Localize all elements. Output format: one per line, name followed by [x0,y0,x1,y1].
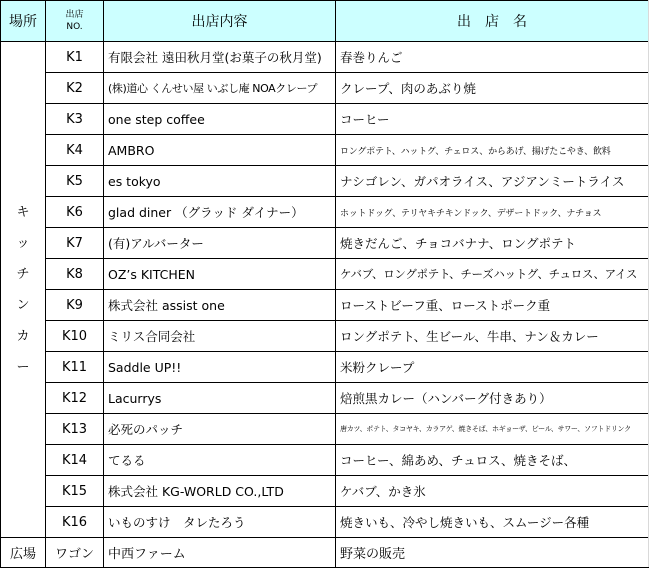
row-name: ロングポテト、ハットグ、チェロス、からあげ、揚げたこやき、飲料 [336,135,649,166]
row-company: 有限会社 遠田秋月堂(お菓子の秋月堂) [104,42,336,73]
row-company: es tokyo [104,166,336,197]
row-no: K8 [46,259,104,290]
row-name: コーヒー、綿あめ、チュロス、焼きそば、 [336,445,649,476]
row-no: K9 [46,290,104,321]
table-row [1,445,649,476]
row-company: 必死のパッチ [104,414,336,445]
table-row [1,321,649,352]
row-company: いものすけ タレたろう [104,507,336,538]
row-name: コーヒー [336,104,649,135]
row-name: 焙煎黒カレー（ハンバーグ付きあり） [336,383,649,414]
row-no: K12 [46,383,104,414]
table-row [1,290,649,321]
row-name: ナシゴレン、ガパオライス、アジアンミートライス [336,166,649,197]
row-company: 株式会社 KG-WORLD CO.,LTD [104,476,336,507]
row-no: K7 [46,228,104,259]
row-no: K1 [46,42,104,73]
row-name: 焼きだんご、チョコバナナ、ロングポテト [336,228,649,259]
header-content: 出店内容 [104,1,336,42]
row-company: 株式会社 assist one [104,290,336,321]
row-company: one step coffee [104,104,336,135]
table-row [1,259,649,290]
table-row [1,197,649,228]
row-name: 焼きいも、冷やし焼きいも、スムージー各種 [336,507,649,538]
row-no: K3 [46,104,104,135]
table-row [1,414,649,445]
row-no: K6 [46,197,104,228]
row-no: K2 [46,73,104,104]
table-row [1,383,649,414]
row-name: 野菜の販売 [336,538,649,568]
row-name: ロングポテト、生ビール、牛串、ナン＆カレー [336,321,649,352]
row-company: てるる [104,445,336,476]
row-company: (株)道心 くんせい屋 いぶし庵 NOAクレープ [104,73,336,104]
table-row-plaza [1,538,649,568]
table-row [1,507,649,538]
row-name: ホットドッグ、テリヤキチキンドック、デザートドック、ナチョス [336,197,649,228]
row-company: AMBRO [104,135,336,166]
row-name: 米粉クレープ [336,352,649,383]
row-no: K14 [46,445,104,476]
table-row [1,476,649,507]
table-row [1,73,649,104]
row-no: K4 [46,135,104,166]
table-row [1,135,649,166]
kitchen-car-label: キ ッ チ ン カ ー [16,204,30,375]
table-row [1,228,649,259]
row-no: K16 [46,507,104,538]
row-name: クレープ、肉のあぶり焼 [336,73,649,104]
row-name: 唐カツ、ポテト、タコヤキ、カラアゲ、焼きそば、ホギョーザ、ビール、サワー、ソフトドリンク [336,414,649,445]
row-no: K15 [46,476,104,507]
row-company: Lacurrys [104,383,336,414]
row-no: K13 [46,414,104,445]
row-name: ケバブ、ロングポテト、チーズハットグ、チュロス、アイス [336,259,649,290]
row-company: OZ’s KITCHEN [104,259,336,290]
row-company: 中西ファーム [104,538,336,568]
table-row [1,352,649,383]
table-row [1,42,649,73]
row-company: Saddle UP!! [104,352,336,383]
header-name: 出 店 名 [336,1,649,42]
header-no-line1: 出店 [65,10,84,20]
row-name: ローストビーフ重、ローストポーク重 [336,290,649,321]
header-no [46,1,104,42]
place-plaza: 広場 [1,538,46,568]
row-company: glad diner （グラッド ダイナー） [104,197,336,228]
place-kitchen-car [1,42,46,538]
row-name: ケバブ、かき氷 [336,476,649,507]
row-no: K10 [46,321,104,352]
table-row [1,166,649,197]
header-place: 場所 [1,1,46,42]
row-no: K11 [46,352,104,383]
row-name: 春巻りんご [336,42,649,73]
row-no: ワゴン [46,538,104,568]
header-no-line2: NO. [66,22,83,32]
table-header-row [1,1,649,42]
table-row [1,104,649,135]
row-no: K5 [46,166,104,197]
row-company: ミリス合同会社 [104,321,336,352]
row-company: (有)アルバーター [104,228,336,259]
